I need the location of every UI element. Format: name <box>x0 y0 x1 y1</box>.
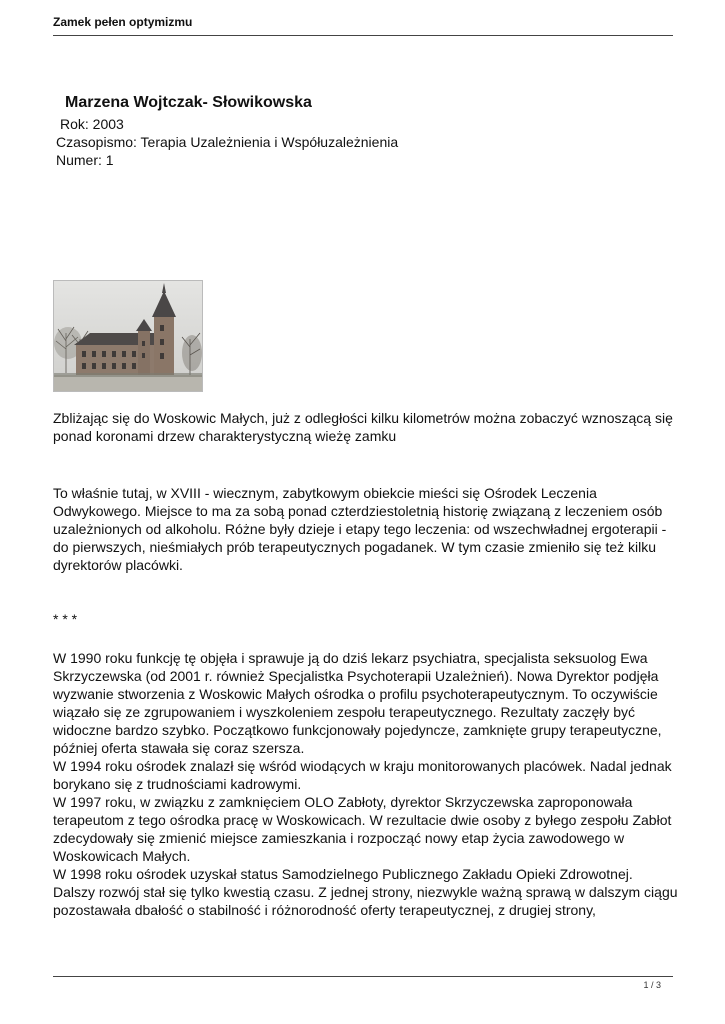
document-title: Zamek pełen optymizmu <box>53 15 193 29</box>
page-header <box>53 14 673 36</box>
chronology-paragraph <box>53 649 678 919</box>
history-paragraph <box>53 484 678 574</box>
separator-text: * * * <box>53 611 78 627</box>
chronology-1997: W 1997 roku, w związku z zamknięciem OLO Zabłoty, dyrektor Skrzyczewska zaproponowała terapeutom z tego ośrodka pracę w Woskowicach. W rezultacie dwie osoby z byłego zespołu Zabłot zdecydowały się zmienić miejsce zamieszkania i rozpocząć nowy etap życia zawodowego w Woskowicach Małych. <box>53 794 672 864</box>
chronology-1990: W 1990 roku funkcję tę objęła i sprawuje ją do dziś lekarz psychiatra, specjalista seksuolog Ewa Skrzyczewska (od 2001 r. również Specjalistka Psychoterapii Uzależnień). Nowa Dyrektor podjęła wyzwanie stworzenia z Woskowic Małych ośrodka o profilu psychoterapeutycznym. To oczywiście wiązało się ze zgrupowaniem i wyszkoleniem zespołu terapeutycznego. Rezultaty zaczęły być widoczne bardzo szybko. Początkowo funkcjonowały pojedyncze, zamknięte grupy terapeutyczne, później oferta stawała się coraz szersza. <box>53 650 662 756</box>
chronology-1998: W 1998 roku ośrodek uzyskał status Samodzielnego Publicznego Zakładu Opieki Zdrowotnej. Dalszy rozwój stał się tylko kwestią czasu. Z jednej strony, niezwykle ważną sprawą w dalszym ciągu pozostawała dbałość o stabilność i różnorodność oferty terapeutycznej, z drugiej strony, <box>53 866 678 918</box>
intro-paragraph <box>53 409 678 445</box>
author-name: Marzena Wojtczak- Słowikowska <box>65 94 312 111</box>
page-number: 1 / 3 <box>643 980 661 990</box>
journal-name: Czasopismo: Terapia Uzależnienia i Współuzależnienia <box>56 134 399 150</box>
castle-photo-illustration <box>54 281 202 391</box>
issue-number: Numer: 1 <box>56 152 114 168</box>
intro-text: Zbliżając się do Woskowic Małych, już z odległości kilku kilometrów można zobaczyć wznoszącą się ponad koronami drzew charakterystyczną wieżę zamku <box>53 410 673 444</box>
page-footer <box>53 976 673 990</box>
section-separator <box>53 610 678 628</box>
castle-photo <box>53 280 203 392</box>
history-text: To właśnie tutaj, w XVIII - wiecznym, zabytkowym obiekcie mieści się Ośrodek Leczenia Odwykowego. Miejsce to ma za sobą ponad czterdziestoletnią historię związaną z leczeniem osób uzależnionych od alkoholu. Różne były dzieje i etapy tego leczenia: od wszechwładnej ergoterapii - do pierwszych, nieśmiałych prób terapeutycznych pogadanek. W tym czasie zmieniło się też kilku dyrektorów placówki. <box>53 485 667 573</box>
article-meta <box>56 93 656 169</box>
publication-year: Rok: 2003 <box>60 116 124 132</box>
chronology-1994: W 1994 roku ośrodek znalazł się wśród wiodących w kraju monitorowanych placówek. Nadal jednak borykano się z trudnościami kadrowymi. <box>53 758 672 792</box>
